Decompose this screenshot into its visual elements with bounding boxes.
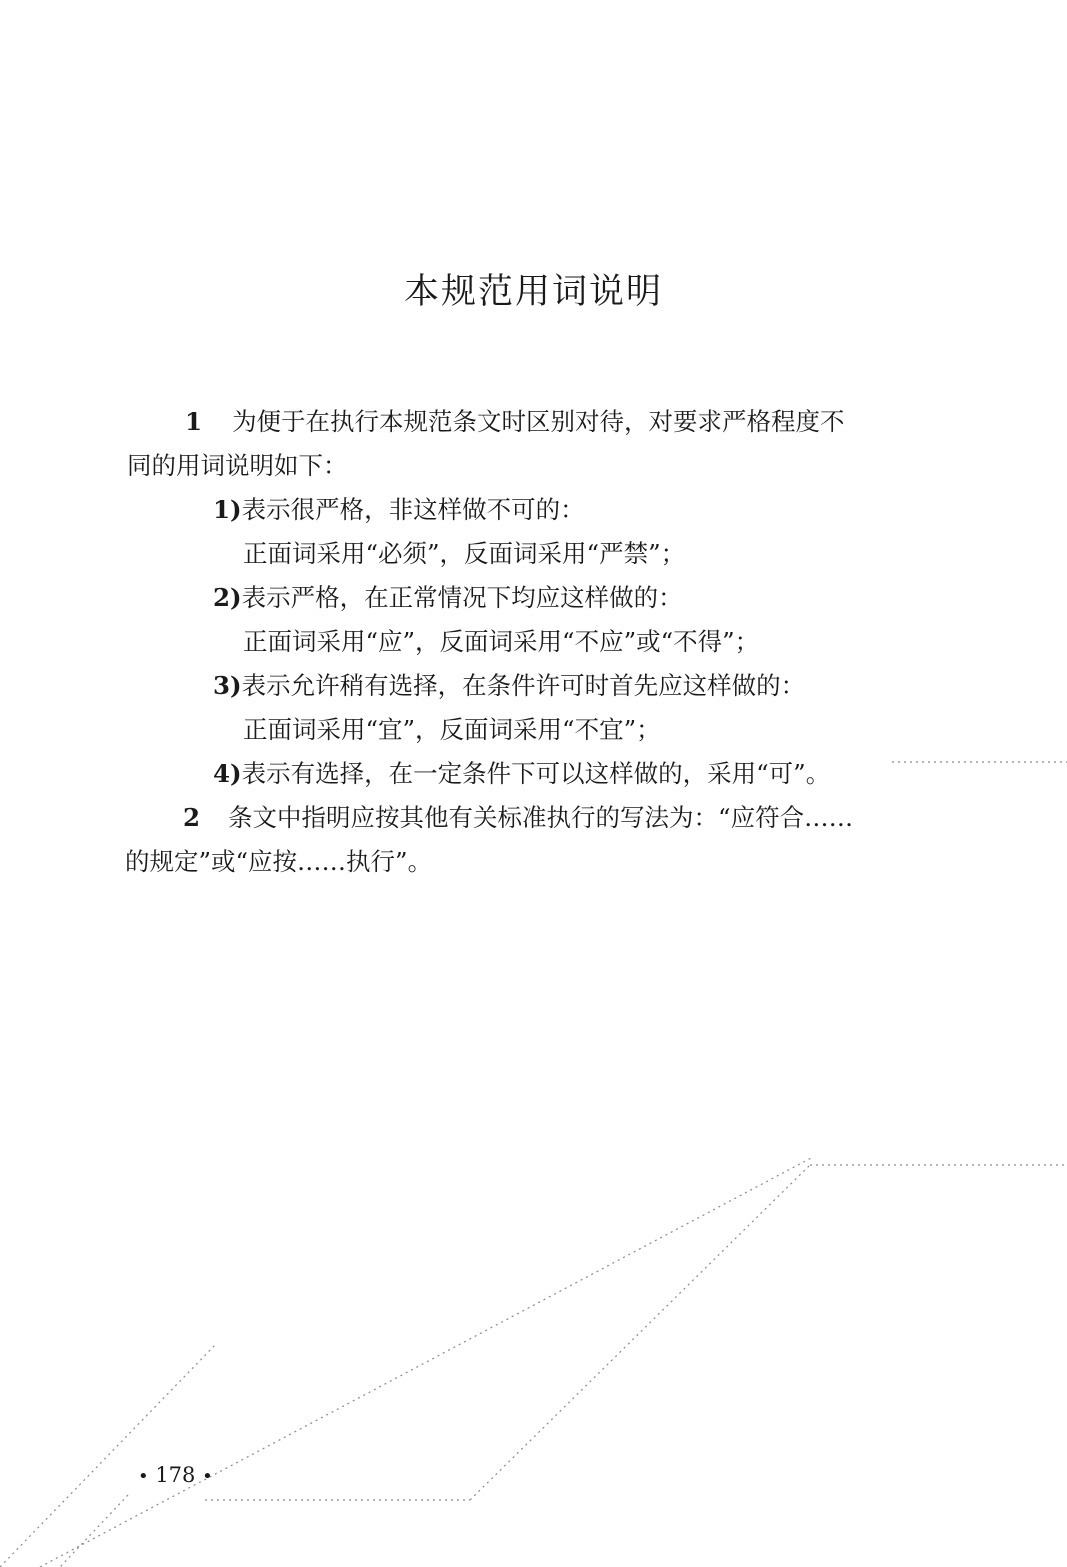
clause-1-text: 为便于在执行本规范条文时区别对待，对要求严格程度不 bbox=[232, 407, 845, 436]
clause-2-number: 2 bbox=[183, 803, 201, 832]
bullet-icon: • bbox=[138, 1466, 149, 1487]
item-4-text: 表示有选择，在一定条件下可以这样做的，采用“可”。 bbox=[241, 759, 831, 788]
page-footer bbox=[138, 1457, 213, 1495]
item-1-text: 表示很严格，非这样做不可的： bbox=[241, 495, 585, 524]
list-item bbox=[213, 752, 830, 796]
item-3-detail: 正面词采用“宜”，反面词采用“不宜”； bbox=[243, 715, 661, 744]
item-4-number: 4) bbox=[213, 759, 242, 788]
clause-1-number: 1 bbox=[185, 407, 203, 436]
clause-2-line-1 bbox=[183, 796, 853, 840]
item-1-detail: 正面词采用“必须”，反面词采用“严禁”； bbox=[243, 539, 686, 568]
page-title: 本规范用词说明 bbox=[403, 272, 663, 312]
list-item bbox=[213, 576, 683, 620]
item-3-text: 表示允许稍有选择，在条件许可时首先应这样做的： bbox=[241, 671, 806, 700]
list-item bbox=[213, 664, 805, 708]
item-2-number: 2) bbox=[213, 583, 242, 612]
clause-1-line-2: 同的用词说明如下： bbox=[127, 451, 348, 480]
bullet-icon: • bbox=[202, 1466, 213, 1487]
item-2-text: 表示严格，在正常情况下均应这样做的： bbox=[241, 583, 683, 612]
item-1-number: 1) bbox=[213, 495, 242, 524]
item-3-number: 3) bbox=[213, 671, 242, 700]
clause-1-line-1 bbox=[185, 400, 845, 444]
list-item bbox=[213, 488, 585, 532]
clause-2-text: 条文中指明应按其他有关标准执行的写法为：“应符合…… bbox=[228, 803, 854, 832]
page-number: 178 bbox=[155, 1463, 196, 1487]
item-2-detail: 正面词采用“应”，反面词采用“不应”或“不得”； bbox=[243, 627, 760, 656]
clause-2-line-2: 的规定”或“应按……执行”。 bbox=[125, 847, 433, 876]
